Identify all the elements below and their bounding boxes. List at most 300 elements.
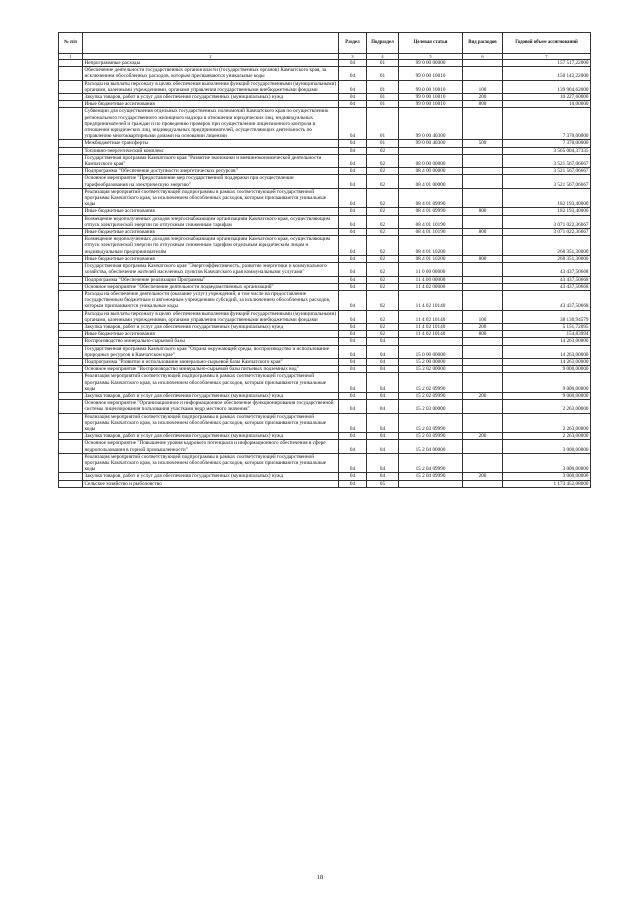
row-razdel-cell: 04	[339, 101, 367, 108]
row-name-cell: Субвенции для осуществления отдельных государственных полномочий Камчатского края по осуществлению регионального государственного жилищного надзора в отношении юридических лиц, индивидуальных предпринимателей и граждан и по проведению проверок при осуществлении лицензионного контроля в отношении юридических лиц, индивидуальных предпринимателей, осуществляющих деятельность по управлению многоквартирными домами на основании лицензии	[83, 108, 339, 140]
row-name-cell: Иные бюджетные ассигнования	[83, 255, 339, 262]
row-razdel-cell: 04	[339, 338, 367, 345]
row-name-cell: Закупка товаров, работ и услуг для обеспечения государственных (муниципальных) нужд	[83, 473, 339, 480]
table-row	[59, 413, 591, 433]
row-name-cell: Воспроизводство минерально-сырьевой базы	[83, 338, 339, 345]
row-name-cell: Подпрограмма "Обеспечение реализации Программы"	[83, 276, 339, 283]
row-sum-cell: 3 000,00000	[503, 453, 591, 473]
row-name-cell: Основное мероприятие "Обеспечение деятельности подведомственных организаций"	[83, 283, 339, 290]
row-name-cell: Возмещение недополученных доходов энергоснабжающим организациям Камчатского края, осуществляющим отпуск электрической энергии по отпускным сниженным тарифам отдельным юридическим лицам и индивидуальным предпринимателям	[83, 236, 339, 256]
row-sum-cell: 182 193,40000	[503, 208, 591, 215]
table-row	[59, 215, 591, 228]
row-podrazdel-cell: 01	[367, 67, 399, 80]
row-sum-cell: 1 173 452,08000	[503, 480, 591, 487]
row-vid-cell	[463, 453, 503, 473]
row-statya-cell: 15 2 04 00000	[399, 440, 463, 453]
row-podrazdel-cell: 04	[367, 453, 399, 473]
row-vid-cell: 800	[463, 101, 503, 108]
row-vid-cell	[463, 358, 503, 365]
row-podrazdel-cell: 05	[367, 480, 399, 487]
table-row	[59, 80, 591, 93]
row-sum-cell: 14 263,00000	[503, 345, 591, 358]
row-name-cell: Расходы на выплаты персоналу в целях обеспечения выполнения функций государственными (муниципальными) органами, казенными учреждениями, органами управления государственными внебюджетными фондами	[83, 80, 339, 93]
row-vid-cell: 800	[463, 255, 503, 262]
row-name-cell: Основное мероприятие "Воспроизводство минерально-сырьевой базы питьевых подземных вод"	[83, 366, 339, 373]
row-sum-cell: 14 263,00000	[503, 338, 591, 345]
row-vid-cell	[463, 154, 503, 167]
row-name-cell: Подпрограмма "Обеспечение доступности энергетических ресурсов"	[83, 168, 339, 175]
row-number-cell	[59, 80, 83, 93]
row-number-cell	[59, 255, 83, 262]
table-row	[59, 263, 591, 276]
row-statya-cell: 08 4 01 10190	[399, 229, 463, 236]
row-podrazdel-cell: 04	[367, 338, 399, 345]
row-sum-cell: 3 000,00000	[503, 440, 591, 453]
row-razdel-cell: 04	[339, 188, 367, 208]
row-name-cell: Расходы на выплаты персоналу в целях обеспечения выполнения функций государственными (муниципальными) органами, казенными учреждениями, органами управления государственными внебюджетными фондами	[83, 310, 339, 323]
table-row	[59, 147, 591, 154]
table-row	[59, 453, 591, 473]
row-podrazdel-cell: 01	[367, 94, 399, 101]
row-razdel-cell: 04	[339, 345, 367, 358]
row-number-cell	[59, 229, 83, 236]
table-row	[59, 373, 591, 393]
row-statya-cell: 99 0 00 40300	[399, 140, 463, 147]
row-podrazdel-cell: 02	[367, 175, 399, 188]
row-razdel-cell: 04	[339, 392, 367, 399]
row-name-cell: Основное мероприятие "Повышение уровня кадрового потенциала и информационного обеспечения в сфере недропользования в горной промышленности"	[83, 440, 339, 453]
budget-table	[58, 32, 591, 488]
row-sum-cell: 182 193,40000	[503, 188, 591, 208]
row-name-cell: Сельское хозяйство и рыболовство	[83, 480, 339, 487]
row-number-cell	[59, 338, 83, 345]
row-number-cell	[59, 331, 83, 338]
row-vid-cell	[463, 215, 503, 228]
table-row	[59, 473, 591, 480]
row-statya-cell: 11 0 00 00000	[399, 263, 463, 276]
row-sum-cell: 139 904,62000	[503, 80, 591, 93]
row-vid-cell	[463, 290, 503, 310]
row-vid-cell: 800	[463, 331, 503, 338]
row-number-cell	[59, 323, 83, 330]
row-name-cell: Иные бюджетные ассигнования	[83, 101, 339, 108]
row-sum-cell: 3 521 567,06667	[503, 154, 591, 167]
row-vid-cell	[463, 345, 503, 358]
row-name-cell: Иные бюджетные ассигнования	[83, 208, 339, 215]
row-statya-cell: 08 0 00 00000	[399, 154, 463, 167]
row-razdel-cell: 04	[339, 255, 367, 262]
row-sum-cell: 7 370,00000	[503, 108, 591, 140]
row-vid-cell	[463, 400, 503, 413]
header-vid: Вид расходов	[463, 33, 503, 54]
row-sum-cell: 150 142,22000	[503, 67, 591, 80]
table-row	[59, 67, 591, 80]
row-razdel-cell: 04	[339, 310, 367, 323]
table-row	[59, 338, 591, 345]
table-row	[59, 276, 591, 283]
row-podrazdel-cell: 01	[367, 60, 399, 67]
row-name-cell: Закупка товаров, работ и услуг для обеспечения государственных (муниципальных) нужд	[83, 94, 339, 101]
row-name-cell: Возмещение недополученных доходов энергоснабжающим организациям Камчатского края, осуществляющим отпуск электрической энергии по отпускным сниженным тарифам	[83, 215, 339, 228]
row-statya-cell: 11 4 00 00000	[399, 276, 463, 283]
row-name-cell: Реализация мероприятий соответствующей подпрограммы в рамках соответствующей государственной программы Камчатского края, за исключением обособленных расходов, которым присваиваются уникальные коды	[83, 188, 339, 208]
row-number-cell	[59, 433, 83, 440]
row-number-cell	[59, 147, 83, 154]
row-name-cell: Закупка товаров, работ и услуг для обеспечения государственных (муниципальных) нужд	[83, 433, 339, 440]
row-razdel-cell: 04	[339, 208, 367, 215]
row-number-cell	[59, 373, 83, 393]
row-vid-cell	[463, 188, 503, 208]
row-statya-cell: 08 4 01 09990	[399, 208, 463, 215]
row-podrazdel-cell: 02	[367, 208, 399, 215]
row-number-cell	[59, 480, 83, 487]
table-row	[59, 283, 591, 290]
row-vid-cell	[463, 283, 503, 290]
row-number-cell	[59, 358, 83, 365]
header-number: № п/п	[59, 33, 83, 54]
row-name-cell: Государственная программа Камчатского края "Охрана окружающей среды, воспроизводство и использование природных ресурсов в Камчатском крае"	[83, 345, 339, 358]
row-podrazdel-cell: 01	[367, 80, 399, 93]
row-vid-cell	[463, 276, 503, 283]
row-statya-cell: 15 2 00 00000	[399, 358, 463, 365]
row-number-cell	[59, 453, 83, 473]
table-row	[59, 310, 591, 323]
table-row	[59, 154, 591, 167]
row-podrazdel-cell: 04	[367, 373, 399, 393]
row-razdel-cell: 04	[339, 413, 367, 433]
row-vid-cell	[463, 338, 503, 345]
row-vid-cell	[463, 413, 503, 433]
row-sum-cell: 2 263,00000	[503, 413, 591, 433]
row-vid-cell: 100	[463, 80, 503, 93]
row-razdel-cell: 04	[339, 263, 367, 276]
row-name-cell: Закупка товаров, работ и услуг для обеспечения государственных (муниципальных) нужд	[83, 323, 339, 330]
table-row	[59, 229, 591, 236]
row-vid-cell	[463, 67, 503, 80]
row-number-cell	[59, 108, 83, 140]
row-statya-cell: 15 2 02 00000	[399, 366, 463, 373]
index-cell: 5	[399, 54, 463, 60]
row-name-cell: Реализация мероприятий соответствующей подпрограммы в рамках соответствующей государственной программы Камчатского края, за исключением обособленных расходов, которым присваиваются уникальные коды	[83, 453, 339, 473]
row-number-cell	[59, 283, 83, 290]
table-row	[59, 440, 591, 453]
header-statya: Целевая статья	[399, 33, 463, 54]
header-podrazdel: Подраздел	[367, 33, 399, 54]
row-razdel-cell: 04	[339, 60, 367, 67]
row-vid-cell	[463, 168, 503, 175]
row-name-cell: Государственная программа Камчатского края "Развитие экономики и внешнеэкономической деятельности Камчатского края"	[83, 154, 339, 167]
row-podrazdel-cell: 04	[367, 413, 399, 433]
row-vid-cell	[463, 60, 503, 67]
row-razdel-cell: 04	[339, 283, 367, 290]
row-statya-cell: 11 4 02 10140	[399, 310, 463, 323]
row-vid-cell: 200	[463, 94, 503, 101]
table-row	[59, 255, 591, 262]
row-razdel-cell: 04	[339, 473, 367, 480]
row-podrazdel-cell: 01	[367, 108, 399, 140]
row-vid-cell	[463, 147, 503, 154]
row-sum-cell: 268 351,30000	[503, 255, 591, 262]
row-vid-cell: 200	[463, 323, 503, 330]
row-number-cell	[59, 236, 83, 256]
row-statya-cell: 08 4 00 00000	[399, 168, 463, 175]
row-podrazdel-cell: 04	[367, 400, 399, 413]
row-vid-cell: 200	[463, 473, 503, 480]
document-page	[58, 32, 590, 488]
row-vid-cell: 500	[463, 140, 503, 147]
index-cell: 7	[503, 54, 591, 60]
row-number-cell	[59, 215, 83, 228]
row-podrazdel-cell: 02	[367, 154, 399, 167]
row-name-cell: Государственная программа Камчатского края "Энергоэффективность, развитие энергетики и коммунального хозяйства, обеспечение жителей населенных пунктов Камчатского края коммунальными услугами"	[83, 263, 339, 276]
row-razdel-cell: 04	[339, 433, 367, 440]
row-sum-cell: 9 000,00000	[503, 392, 591, 399]
row-vid-cell: 200	[463, 392, 503, 399]
row-name-cell: Основное мероприятие "Организационное и информационное обеспечение функционирования государственной системы лицензирования пользования участками недр местного значения"	[83, 400, 339, 413]
row-vid-cell	[463, 236, 503, 256]
row-razdel-cell: 04	[339, 215, 367, 228]
row-name-cell: Закупка товаров, работ и услуг для обеспечения государственных (муниципальных) нужд	[83, 392, 339, 399]
row-vid-cell	[463, 175, 503, 188]
row-podrazdel-cell: 04	[367, 440, 399, 453]
row-number-cell	[59, 208, 83, 215]
row-number-cell	[59, 440, 83, 453]
row-statya-cell: 11 4 02 10140	[399, 331, 463, 338]
row-razdel-cell: 04	[339, 366, 367, 373]
row-razdel-cell: 04	[339, 440, 367, 453]
row-razdel-cell: 04	[339, 67, 367, 80]
row-vid-cell: 200	[463, 433, 503, 440]
table-row	[59, 290, 591, 310]
row-sum-cell: 268 351,30000	[503, 236, 591, 256]
row-vid-cell	[463, 480, 503, 487]
row-podrazdel-cell: 02	[367, 147, 399, 154]
row-name-cell: Основное мероприятие "Предоставление мер государственной поддержки при осуществлении тарифообразования на электрическую энергию"	[83, 175, 339, 188]
row-podrazdel-cell: 02	[367, 290, 399, 310]
row-podrazdel-cell: 02	[367, 168, 399, 175]
row-statya-cell: 15 2 02 09990	[399, 392, 463, 399]
row-number-cell	[59, 366, 83, 373]
row-statya-cell: 15 0 00 00000	[399, 345, 463, 358]
row-sum-cell: 43 437,50668	[503, 276, 591, 283]
index-cell: 2	[83, 54, 339, 60]
index-cell: 1	[59, 54, 83, 60]
row-podrazdel-cell: 02	[367, 229, 399, 236]
table-row	[59, 208, 591, 215]
row-statya-cell: 08 4 01 10200	[399, 236, 463, 256]
row-razdel-cell: 04	[339, 147, 367, 154]
row-podrazdel-cell: 02	[367, 255, 399, 262]
row-sum-cell: 38 130,94579	[503, 310, 591, 323]
row-sum-cell: 10 227,60000	[503, 94, 591, 101]
row-statya-cell: 08 4 01 09990	[399, 188, 463, 208]
row-statya-cell: 15 2 03 00000	[399, 400, 463, 413]
row-sum-cell: 43 437,50668	[503, 263, 591, 276]
row-razdel-cell: 04	[339, 94, 367, 101]
row-name-cell: Расходы на обеспечение деятельности (оказание услуг) учреждений, в том числе на предоставление государственным бюджетным и автономным учреждениям субсидий, за исключением обособленных расходов, которым присваиваются уникальные коды	[83, 290, 339, 310]
row-podrazdel-cell: 04	[367, 392, 399, 399]
row-razdel-cell: 04	[339, 140, 367, 147]
row-razdel-cell: 04	[339, 331, 367, 338]
row-statya-cell	[399, 147, 463, 154]
row-sum-cell: 10,00000	[503, 101, 591, 108]
table-row	[59, 358, 591, 365]
row-razdel-cell: 04	[339, 236, 367, 256]
row-vid-cell: 800	[463, 208, 503, 215]
row-razdel-cell: 04	[339, 323, 367, 330]
row-podrazdel-cell: 02	[367, 263, 399, 276]
row-name-cell: Иные бюджетные ассигнования	[83, 229, 339, 236]
row-name-cell: Реализация мероприятий соответствующей подпрограммы в рамках соответствующей государственной программы Камчатского края, за исключением обособленных расходов, которым присваиваются уникальные коды	[83, 413, 339, 433]
row-sum-cell: 9 000,00000	[503, 373, 591, 393]
index-cell: 6	[463, 54, 503, 60]
table-row	[59, 236, 591, 256]
row-sum-cell: 9 000,00000	[503, 366, 591, 373]
row-vid-cell	[463, 373, 503, 393]
row-statya-cell: 15 2 03 09990	[399, 413, 463, 433]
row-number-cell	[59, 276, 83, 283]
row-name-cell: Топливно-энергетический комплекс	[83, 147, 339, 154]
row-statya-cell: 15 2 03 09990	[399, 433, 463, 440]
header-razdel: Раздел	[339, 33, 367, 54]
row-number-cell	[59, 101, 83, 108]
row-number-cell	[59, 175, 83, 188]
row-vid-cell: 100	[463, 310, 503, 323]
row-statya-cell: 99 0 00 10010	[399, 94, 463, 101]
row-podrazdel-cell: 01	[367, 101, 399, 108]
row-podrazdel-cell: 02	[367, 276, 399, 283]
table-row	[59, 175, 591, 188]
row-number-cell	[59, 310, 83, 323]
table-row	[59, 108, 591, 140]
table-row	[59, 480, 591, 487]
row-razdel-cell: 04	[339, 229, 367, 236]
row-razdel-cell: 04	[339, 276, 367, 283]
page-number: 18	[316, 874, 324, 881]
row-sum-cell: 3 565 004,37335	[503, 147, 591, 154]
row-name-cell: Обеспечение деятельности государственных органов власти (государственных органов) Камчатского края, за исключением обособленных расходов, которым присваиваются уникальные коды	[83, 67, 339, 80]
table-row	[59, 101, 591, 108]
row-podrazdel-cell: 02	[367, 331, 399, 338]
table-row	[59, 392, 591, 399]
table-row	[59, 188, 591, 208]
row-number-cell	[59, 263, 83, 276]
table-row	[59, 60, 591, 67]
row-number-cell	[59, 188, 83, 208]
row-statya-cell: 99 0 00 00000	[399, 60, 463, 67]
table-body	[59, 60, 591, 488]
row-number-cell	[59, 94, 83, 101]
row-vid-cell	[463, 440, 503, 453]
table-row	[59, 168, 591, 175]
row-sum-cell: 2 263,00000	[503, 400, 591, 413]
row-name-cell: Межбюджетные трансферты	[83, 140, 339, 147]
row-statya-cell: 99 0 00 10010	[399, 67, 463, 80]
row-statya-cell: 99 0 00 40300	[399, 108, 463, 140]
table-row	[59, 331, 591, 338]
row-razdel-cell: 04	[339, 80, 367, 93]
row-vid-cell: 800	[463, 229, 503, 236]
row-podrazdel-cell: 04	[367, 433, 399, 440]
row-number-cell	[59, 140, 83, 147]
row-sum-cell: 3 521 567,06667	[503, 175, 591, 188]
table-row	[59, 400, 591, 413]
row-razdel-cell: 04	[339, 453, 367, 473]
table-row	[59, 323, 591, 330]
row-statya-cell	[399, 338, 463, 345]
row-sum-cell: 3 000,00000	[503, 473, 591, 480]
row-statya-cell: 08 4 01 10190	[399, 215, 463, 228]
row-number-cell	[59, 60, 83, 67]
row-statya-cell: 15 2 02 09990	[399, 373, 463, 393]
row-sum-cell: 14 263,00000	[503, 358, 591, 365]
row-statya-cell: 99 0 00 10010	[399, 80, 463, 93]
row-sum-cell: 154,83994	[503, 331, 591, 338]
index-cell: 4	[367, 54, 399, 60]
row-sum-cell: 3 071 022,36667	[503, 215, 591, 228]
row-number-cell	[59, 168, 83, 175]
row-podrazdel-cell: 02	[367, 215, 399, 228]
row-number-cell	[59, 345, 83, 358]
row-number-cell	[59, 67, 83, 80]
row-vid-cell	[463, 263, 503, 276]
row-statya-cell: 11 4 02 10140	[399, 290, 463, 310]
table-row	[59, 433, 591, 440]
row-razdel-cell: 04	[339, 168, 367, 175]
row-number-cell	[59, 290, 83, 310]
row-razdel-cell: 04	[339, 480, 367, 487]
row-razdel-cell: 04	[339, 175, 367, 188]
row-statya-cell: 08 4 01 10200	[399, 255, 463, 262]
row-podrazdel-cell: 04	[367, 473, 399, 480]
row-sum-cell: 3 071 022,36667	[503, 229, 591, 236]
row-statya-cell: 15 2 04 09990	[399, 453, 463, 473]
row-number-cell	[59, 392, 83, 399]
table-row	[59, 366, 591, 373]
row-statya-cell: 15 2 04 09990	[399, 473, 463, 480]
row-podrazdel-cell: 02	[367, 236, 399, 256]
row-razdel-cell: 04	[339, 373, 367, 393]
row-sum-cell: 43 437,50668	[503, 283, 591, 290]
row-podrazdel-cell: 02	[367, 310, 399, 323]
table-row	[59, 345, 591, 358]
row-sum-cell: 3 521 567,06667	[503, 168, 591, 175]
row-podrazdel-cell: 04	[367, 358, 399, 365]
row-statya-cell	[399, 480, 463, 487]
row-sum-cell: 7 370,00000	[503, 140, 591, 147]
row-number-cell	[59, 413, 83, 433]
row-number-cell	[59, 400, 83, 413]
row-name-cell: Непрограммные расходы	[83, 60, 339, 67]
table-row	[59, 140, 591, 147]
index-cell: 3	[339, 54, 367, 60]
row-sum-cell: 5 151,72095	[503, 323, 591, 330]
row-statya-cell: 08 4 01 00000	[399, 175, 463, 188]
row-podrazdel-cell: 02	[367, 323, 399, 330]
row-podrazdel-cell: 01	[367, 140, 399, 147]
row-sum-cell: 157 517,22000	[503, 60, 591, 67]
row-vid-cell	[463, 366, 503, 373]
row-podrazdel-cell: 04	[367, 366, 399, 373]
header-sum: Годовой объем ассигнований	[503, 33, 591, 54]
row-name-cell: Подпрограмма "Развитие и использование минерально-сырьевой базы Камчатского края"	[83, 358, 339, 365]
row-podrazdel-cell: 02	[367, 283, 399, 290]
row-razdel-cell: 04	[339, 108, 367, 140]
row-razdel-cell: 04	[339, 290, 367, 310]
row-name-cell: Иные бюджетные ассигнования	[83, 331, 339, 338]
row-vid-cell	[463, 108, 503, 140]
row-statya-cell: 99 0 00 10010	[399, 101, 463, 108]
